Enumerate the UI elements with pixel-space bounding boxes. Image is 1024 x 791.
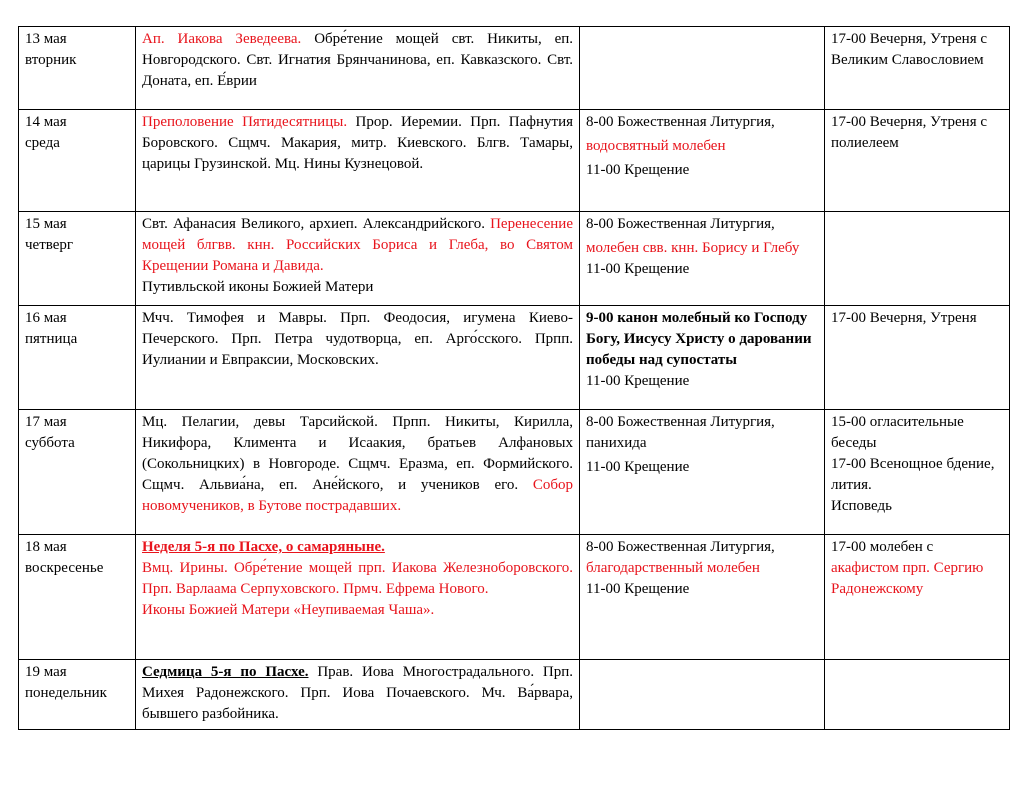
evening-cell	[825, 660, 1010, 730]
evening-service: 17-00 Вечерня, Утреня	[831, 310, 977, 326]
weekday-label: четверг	[25, 237, 74, 253]
day-label: 16 мая	[25, 310, 67, 326]
date-cell	[19, 212, 136, 306]
schedule-table	[18, 26, 1010, 730]
moleben-red-text: благодарственный молебен	[586, 560, 760, 576]
evening-cell	[825, 535, 1010, 660]
day-label: 18 мая	[25, 539, 67, 555]
morning-cell	[580, 410, 825, 535]
evening-cell	[825, 212, 1010, 306]
weekday-label: вторник	[25, 52, 77, 68]
feast-red-text: Ап. Иакова Зеведеева.	[142, 31, 302, 47]
saints-text: Свт. Афанасия Великого, архиеп. Александрийского.	[142, 216, 485, 232]
morning-cell	[580, 660, 825, 730]
liturgy-text: 8-00 Божественная Литургия, панихида	[586, 414, 775, 451]
vigil-text: 17-00 Всенощное бдение, лития.	[831, 456, 995, 493]
day-label: 14 мая	[25, 114, 67, 130]
table-row	[19, 535, 1010, 660]
confession-text: Исповедь	[831, 498, 892, 514]
moleben-text: 17-00 молебен с	[831, 539, 934, 555]
feast-red-text: Собор новомучеников, в Бутове пострадавших.	[142, 477, 573, 514]
date-cell	[19, 306, 136, 410]
table-row	[19, 306, 1010, 410]
date-cell	[19, 27, 136, 110]
saints-cell	[136, 306, 580, 410]
moleben-red-text: водосвятный молебен	[586, 138, 726, 154]
morning-cell	[580, 27, 825, 110]
evening-service: 17-00 Вечерня, Утреня с полиелеем	[831, 114, 988, 151]
weekday-label: среда	[25, 135, 60, 151]
evening-cell	[825, 410, 1010, 535]
date-cell	[19, 660, 136, 730]
table-row	[19, 660, 1010, 730]
weekday-label: пятница	[25, 331, 78, 347]
baptism-text: 11-00 Крещение	[586, 162, 690, 178]
day-label: 17 мая	[25, 414, 67, 430]
saints-text-2: Путивльской иконы Божией Матери	[142, 279, 374, 295]
sunday-title: Неделя 5-я по Пасхе, о самаряныне.	[142, 539, 385, 555]
moleben-red-text: молебен свв. кнн. Борису и Глебу	[586, 240, 800, 256]
day-label: 13 мая	[25, 31, 67, 47]
liturgy-text: 8-00 Божественная Литургия,	[586, 114, 775, 130]
saints-text: Мц. Пелагии, девы Тарсийской. Прпп. Никиты, Кирилла, Никифора, Климента и Исаакия, братьев Алфановых (Сокольницких) в Новгороде. Сщмч. Еразма, еп. Формийского. Сщмч. Альвиа́на, еп. Ане́йского, и учеников его.	[142, 414, 573, 493]
liturgy-text: 8-00 Божественная Литургия,	[586, 539, 775, 555]
feast-red-text: Перенесение мощей блгвв. кнн. Российских Бориса и Глеба, во Святом Крещении Романа и Давида.	[142, 216, 573, 274]
saints-text: Прор. Иеремии. Прп. Пафнутия Боровского. Сщмч. Макария, митр. Киевского. Блгв. Тамары, царицы Грузинской. Мц. Нины Кузнецовой.	[142, 114, 574, 172]
evening-cell	[825, 110, 1010, 212]
table-row	[19, 110, 1010, 212]
evening-cell	[825, 27, 1010, 110]
canon-bold-text: 9-00 канон молебный ко Господу Богу, Иисусу Христу о даровании победы над супостаты	[586, 310, 812, 368]
weekday-label: воскресенье	[25, 560, 104, 576]
date-cell	[19, 110, 136, 212]
saints-text: Мчч. Тимофея и Мавры. Прп. Феодосия, игумена Киево-Печерского. Прп. Петра чудотворца, еп. Арго́сского. Прпп. Иулиании и Евпраксии, Московских.	[142, 310, 573, 368]
morning-cell	[580, 110, 825, 212]
morning-cell	[580, 306, 825, 410]
feast-red-text: Преполовение Пятидесятницы.	[142, 114, 348, 130]
weekday-label: понедельник	[25, 685, 107, 701]
baptism-text: 11-00 Крещение	[586, 373, 690, 389]
table-row	[19, 27, 1010, 110]
day-label: 19 мая	[25, 664, 67, 680]
baptism-text: 11-00 Крещение	[586, 261, 690, 277]
weekday-label: суббота	[25, 435, 75, 451]
table-row	[19, 212, 1010, 306]
date-cell	[19, 410, 136, 535]
day-label: 15 мая	[25, 216, 67, 232]
saints-cell	[136, 410, 580, 535]
saints-cell	[136, 27, 580, 110]
baptism-text: 11-00 Крещение	[586, 581, 690, 597]
icon-feast-text: Иконы Божией Матери «Неупиваемая Чаша».	[142, 602, 435, 618]
saints-text: Обре́тение мощей свт. Никиты, еп. Новгородского. Свт. Игнатия Брянчанинова, еп. Кавказского. Свт. Доната, еп. Е́врии	[142, 31, 574, 89]
morning-cell	[580, 535, 825, 660]
catechesis-text: 15-00 огласительные беседы	[831, 414, 964, 451]
liturgy-text: 8-00 Божественная Литургия,	[586, 216, 775, 232]
evening-service: 17-00 Вечерня, Утреня с Великим Славословием	[831, 31, 988, 68]
saints-cell	[136, 660, 580, 730]
table-row	[19, 410, 1010, 535]
saints-cell	[136, 535, 580, 660]
saints-text: Прав. Иова Многострадального. Прп. Михея Радонежского. Прп. Иова Почаевского. Мч. Ва́рвара, бывшего разбойника.	[142, 664, 574, 722]
date-cell	[19, 535, 136, 660]
saints-cell	[136, 110, 580, 212]
week-title: Седмица 5-я по Пасхе.	[142, 664, 309, 680]
baptism-text: 11-00 Крещение	[586, 459, 690, 475]
saints-cell	[136, 212, 580, 306]
evening-cell	[825, 306, 1010, 410]
feast-red-text: Вмц. Ирины. Обре́тение мощей прп. Иакова Железноборовского. Прп. Варлаама Серпуховского. Прмч. Ефрема Нового.	[142, 560, 573, 597]
morning-cell	[580, 212, 825, 306]
akathist-red-text: акафистом прп. Сергию Радонежскому	[831, 560, 984, 597]
